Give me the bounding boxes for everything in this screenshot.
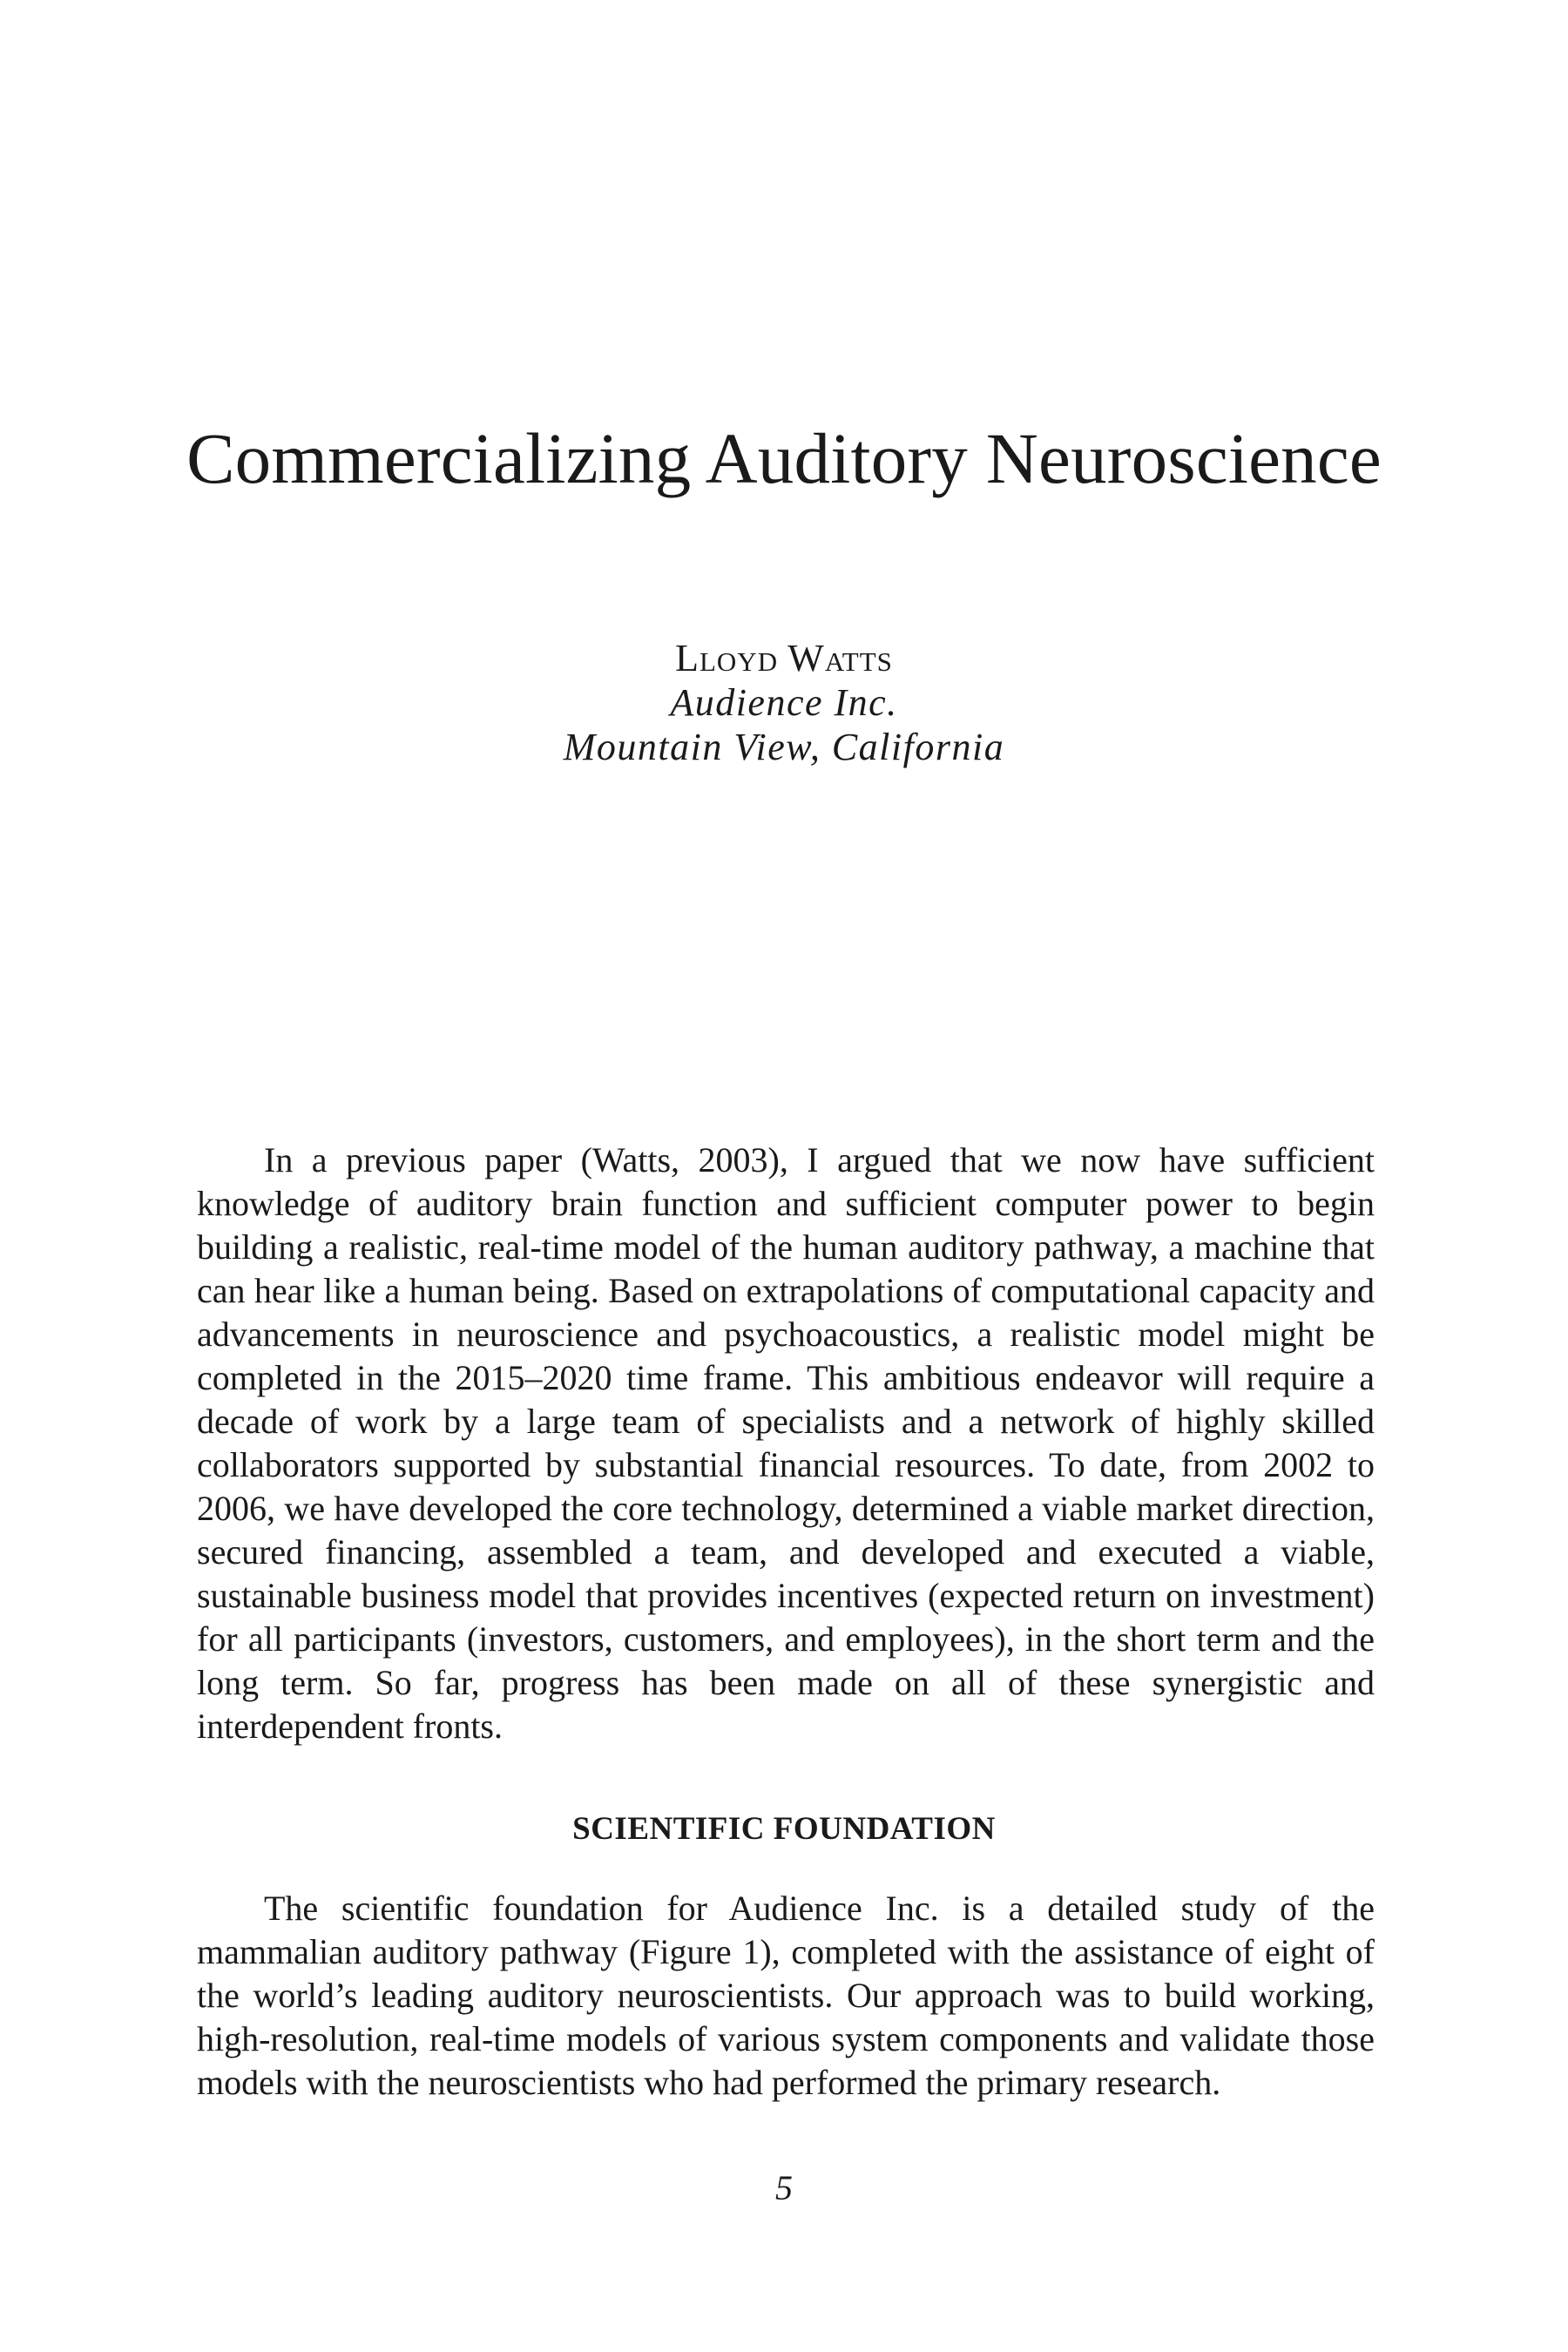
author-name: Lloyd Watts [675,637,893,679]
author-location: Mountain View, California [563,726,1005,768]
section-heading-scientific-foundation: SCIENTIFIC FOUNDATION [572,1811,996,1847]
author-organization: Audience Inc. [670,681,898,724]
paper-title: Commercializing Auditory Neuroscience [186,418,1382,498]
foundation-paragraph: The scientific foundation for Audience Inc. is a detailed study of the mammalian auditory pathway (Figure 1), completed with the assistance of eight of the world’s leading auditory neuroscientists. Our approach was to build working, high-resolution, real-time models of various system components and validate those models with the neuroscientists who had performed the primary research. [197,1889,1375,2102]
byline [0,636,1568,769]
page-number: 5 [775,2168,793,2207]
intro-paragraph: In a previous paper (Watts, 2003), I argued that we now have sufficient knowledge of auditory brain function and sufficient computer power to begin building a realistic, real-time model of the human auditory pathway, a machine that can hear like a human being. Based on extrapolations of computational capacity and advancements in neuroscience and psychoacoustics, a realistic model might be completed in the 2015–2020 time frame. This ambitious endeavor will require a decade of work by a large team of specialists and a network of highly skilled collaborators supported by substantial financial resources. To date, from 2002 to 2006, we have developed the core technology, determined a viable market direction, secured financing, assembled a team, and developed and executed a viable, sustainable business model that provides incentives (expected return on investment) for all participants (investors, customers, and employees), in the short term and the long term. So far, progress has been made on all of these synergistic and interdependent fronts. [197,1140,1375,1746]
